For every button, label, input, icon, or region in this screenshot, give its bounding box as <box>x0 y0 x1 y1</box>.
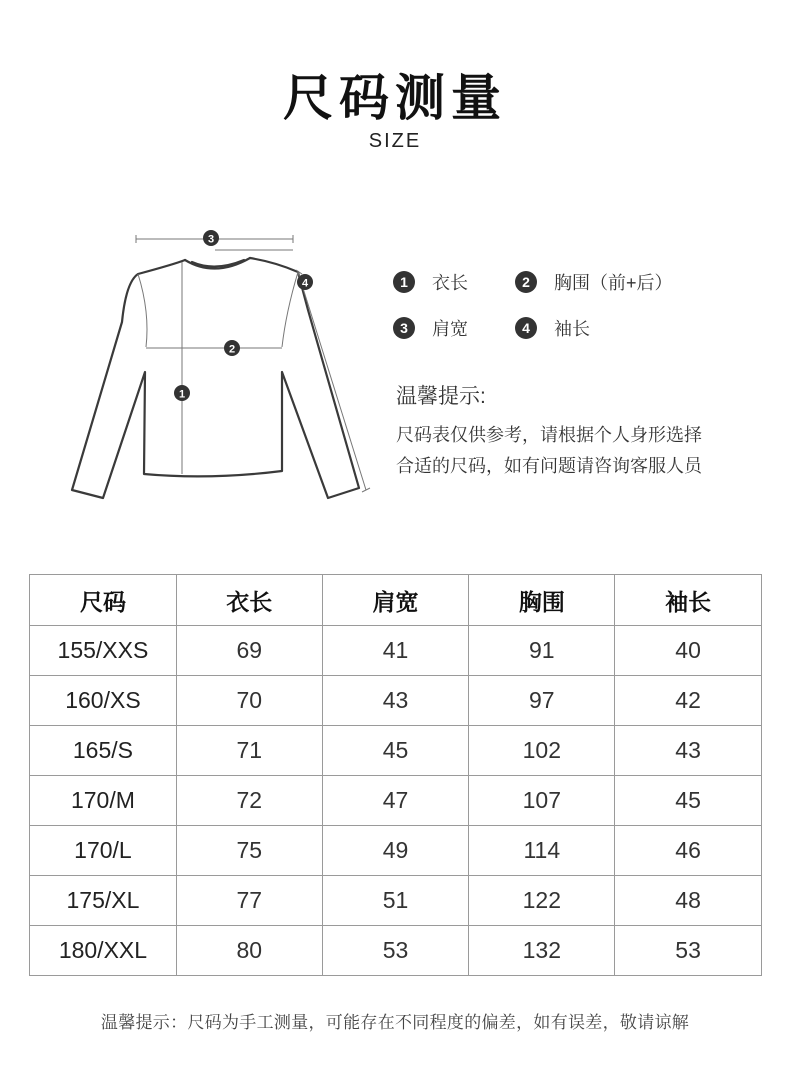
size-cell: 175/XL <box>30 876 177 926</box>
marker-1-icon <box>174 385 190 401</box>
size-cell: 160/XS <box>30 676 177 726</box>
measurement-cell: 122 <box>469 876 615 926</box>
measurement-cell: 91 <box>469 626 615 676</box>
table-row <box>30 676 762 726</box>
measurement-cell: 49 <box>322 826 469 876</box>
measurement-cell: 40 <box>615 626 762 676</box>
svg-text:2: 2 <box>228 343 236 356</box>
marker-2-icon <box>224 340 240 356</box>
table-row <box>30 926 762 976</box>
tips-line: 尺码表仅供参考，请根据个人身形选择 <box>396 425 702 445</box>
tips-line: 合适的尺码，如有问题请咨询客服人员 <box>396 456 702 476</box>
number-1-icon: 1 <box>393 271 415 293</box>
legend-row <box>393 314 753 342</box>
column-header-shoulder: 肩宽 <box>322 575 469 626</box>
measurement-cell: 53 <box>322 926 469 976</box>
legend-item-chest <box>515 269 735 295</box>
table-row <box>30 826 762 876</box>
measurement-cell: 51 <box>322 876 469 926</box>
legend-label: 肩宽 <box>432 319 468 339</box>
table-row <box>30 776 762 826</box>
page-title: 尺码测量 <box>283 69 507 127</box>
number-2-icon: 2 <box>515 271 537 293</box>
legend-label: 袖长 <box>554 319 590 339</box>
measurement-cell: 53 <box>615 926 762 976</box>
number-4-icon: 4 <box>515 317 537 339</box>
measurement-cell: 75 <box>176 826 322 876</box>
size-cell: 170/M <box>30 776 177 826</box>
tips-text <box>396 420 746 482</box>
number-3-icon: 3 <box>393 317 415 339</box>
measurement-cell: 43 <box>322 676 469 726</box>
measurement-cell: 46 <box>615 826 762 876</box>
column-header-length: 衣长 <box>176 575 322 626</box>
legend-item-shoulder <box>393 315 515 341</box>
marker-4-icon <box>297 274 313 290</box>
sweater-diagram <box>60 222 390 512</box>
table-row <box>30 626 762 676</box>
measurement-cell: 102 <box>469 726 615 776</box>
measurement-cell: 41 <box>322 626 469 676</box>
measurement-cell: 71 <box>176 726 322 776</box>
marker-3-icon <box>203 230 219 246</box>
column-header-size: 尺码 <box>30 575 177 626</box>
column-header-sleeve: 袖长 <box>615 575 762 626</box>
table-row <box>30 726 762 776</box>
measurement-cell: 43 <box>615 726 762 776</box>
measurement-cell: 114 <box>469 826 615 876</box>
legend-label: 胸围（前+后） <box>554 273 673 293</box>
measurement-cell: 69 <box>176 626 322 676</box>
svg-text:1: 1 <box>178 388 186 401</box>
measurement-cell: 48 <box>615 876 762 926</box>
page-subtitle: SIZE <box>368 130 422 152</box>
footer-note: 温馨提示：尺码为手工测量，可能存在不同程度的偏差，如有误差，敬请谅解 <box>100 1013 690 1032</box>
measurement-cell: 72 <box>176 776 322 826</box>
measurement-legend <box>393 268 753 360</box>
svg-text:4: 4 <box>301 277 309 290</box>
legend-label: 衣长 <box>432 273 468 293</box>
svg-text:3: 3 <box>207 233 215 246</box>
size-cell: 170/L <box>30 826 177 876</box>
legend-item-sleeve <box>515 315 735 341</box>
measurement-cell: 80 <box>176 926 322 976</box>
size-cell: 155/XXS <box>30 626 177 676</box>
measurement-cell: 132 <box>469 926 615 976</box>
column-header-chest: 胸围 <box>469 575 615 626</box>
tips-heading: 温馨提示: <box>396 385 486 408</box>
measurement-cell: 77 <box>176 876 322 926</box>
measurement-cell: 42 <box>615 676 762 726</box>
measurement-cell: 47 <box>322 776 469 826</box>
table-row <box>30 876 762 926</box>
measurement-cell: 70 <box>176 676 322 726</box>
measurement-cell: 45 <box>322 726 469 776</box>
size-table <box>29 574 762 976</box>
legend-item-length <box>393 269 515 295</box>
size-cell: 165/S <box>30 726 177 776</box>
table-header-row <box>30 575 762 626</box>
measurement-cell: 107 <box>469 776 615 826</box>
measurement-cell: 45 <box>615 776 762 826</box>
legend-row <box>393 268 753 296</box>
size-cell: 180/XXL <box>30 926 177 976</box>
measurement-cell: 97 <box>469 676 615 726</box>
